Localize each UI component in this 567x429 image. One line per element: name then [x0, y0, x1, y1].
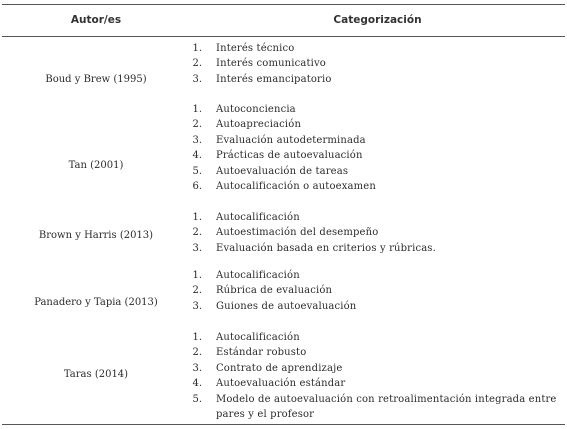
table-bottom-rule	[2, 424, 565, 425]
item-text: Autocalificación	[216, 270, 300, 281]
list-item	[190, 56, 565, 71]
list-item	[190, 330, 565, 345]
item-number: 2.	[192, 347, 202, 359]
item-number: 2.	[192, 227, 202, 239]
item-text: Interés técnico	[216, 43, 295, 54]
item-number: 3.	[192, 73, 202, 85]
item-text: Autocalificación o autoexamen	[216, 181, 376, 193]
item-text: Autoestimación del desempeño	[216, 227, 379, 239]
row-author: Taras (2014)	[63, 369, 129, 380]
item-text: Interés comunicativo	[216, 58, 326, 70]
item-text: Prácticas de autoevaluación	[216, 150, 363, 162]
category-list	[190, 210, 565, 256]
item-number: 1.	[192, 332, 202, 343]
item-text: Evaluación autodeterminada	[216, 134, 366, 146]
row-author: Boud y Brew (1995)	[45, 74, 147, 85]
list-item	[190, 361, 565, 376]
item-text: Modelo de autoevaluación con retroalimentación integrada entre pares y el profesor	[216, 393, 557, 421]
item-text: Autoconciencia	[216, 104, 296, 115]
list-item	[190, 299, 565, 314]
item-text: Estándar robusto	[216, 347, 307, 359]
item-text: Evaluación basada en criterios y rúbricas.	[216, 242, 436, 254]
header-categorization: Categorización	[333, 14, 422, 26]
item-number: 4.	[192, 378, 202, 390]
item-number: 2.	[192, 58, 202, 70]
item-text: Autocalificación	[216, 332, 300, 343]
list-item	[190, 241, 565, 256]
item-text: Autocalificación	[216, 212, 300, 223]
item-number: 2.	[192, 119, 202, 131]
category-list	[190, 41, 565, 87]
row-author: Panadero y Tapia (2013)	[34, 297, 158, 308]
item-number: 3.	[192, 134, 202, 146]
item-number: 1.	[192, 104, 202, 115]
item-number: 1.	[192, 43, 202, 54]
list-item	[190, 117, 565, 132]
row-author: Brown y Harris (2013)	[38, 230, 154, 241]
header-rule	[2, 36, 565, 37]
row-author: Tan (2001)	[68, 160, 124, 171]
list-item	[190, 164, 565, 179]
item-number: 3.	[192, 300, 202, 312]
list-item	[190, 345, 565, 360]
category-list	[190, 268, 565, 314]
list-item	[190, 225, 565, 240]
item-number: 3.	[192, 242, 202, 254]
item-text: Autoevaluación de tareas	[216, 165, 349, 177]
item-number: 1.	[192, 270, 202, 281]
item-number: 3.	[192, 362, 202, 374]
list-item	[190, 72, 565, 87]
list-item	[190, 268, 565, 283]
list-item	[190, 179, 565, 194]
list-item	[190, 102, 565, 117]
item-text: Autoevaluación estándar	[216, 378, 346, 390]
list-item	[190, 210, 565, 225]
item-text: Contrato de aprendizaje	[216, 362, 343, 374]
list-item	[190, 283, 565, 298]
item-number: 1.	[192, 212, 202, 223]
header-author: Autor/es	[70, 14, 122, 26]
category-list	[190, 102, 565, 194]
item-text: Autoapreciación	[216, 119, 302, 131]
list-item	[190, 148, 565, 163]
list-item	[190, 41, 565, 56]
list-item	[190, 392, 565, 423]
item-text: Interés emancipatorio	[216, 73, 332, 85]
item-number: 6.	[192, 181, 202, 193]
item-number: 2.	[192, 285, 202, 297]
table-header	[2, 5, 565, 36]
category-list	[190, 330, 565, 422]
item-text: Rúbrica de evaluación	[216, 285, 333, 297]
list-item	[190, 133, 565, 148]
item-number: 5.	[192, 393, 202, 405]
item-number: 5.	[192, 165, 202, 177]
list-item	[190, 376, 565, 391]
item-number: 4.	[192, 150, 202, 162]
item-text: Guiones de autoevaluación	[216, 300, 357, 312]
